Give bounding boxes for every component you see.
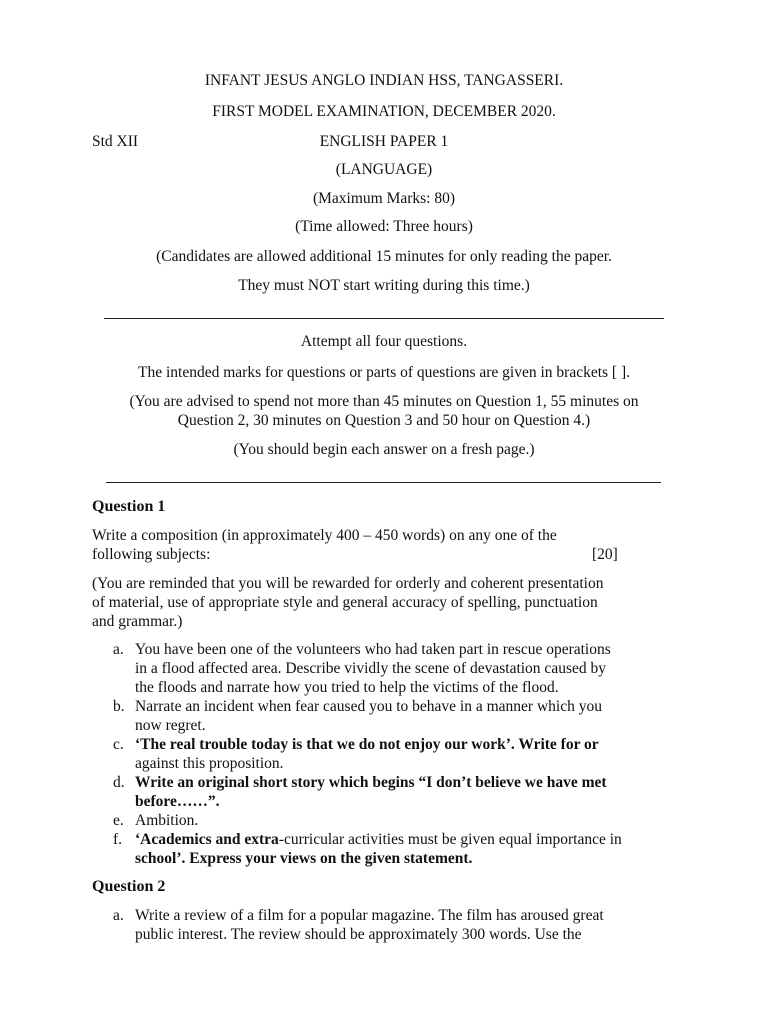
q1-item-b-label: b.: [113, 698, 125, 715]
divider-top: [104, 318, 664, 319]
q2-item-a-line-2: public interest. The review should be approximately 300 words. Use the: [135, 926, 582, 943]
standard-label: Std XII: [92, 133, 139, 150]
q2-item-a-line-1: Write a review of a film for a popular magazine. The film has aroused great: [135, 907, 604, 924]
q1-item-f-line-2: school’. Express your views on the given statement.: [135, 850, 473, 867]
attempt-instruction: Attempt all four questions.: [300, 333, 468, 350]
reading-note-line-2: They must NOT start writing during this time.): [238, 277, 530, 294]
q1-item-d-line-1: Write an original short story which begins “I don’t believe we have met: [135, 774, 607, 791]
q1-intro-line-1: Write a composition (in approximately 400 – 450 words) on any one of the: [92, 527, 557, 544]
divider-bottom: [106, 482, 661, 483]
exam-title: FIRST MODEL EXAMINATION, DECEMBER 2020.: [212, 103, 556, 120]
q1-item-a-line-1: You have been one of the volunteers who had taken part in rescue operations: [135, 641, 611, 658]
q1-item-a-label: a.: [113, 641, 124, 658]
q1-item-e-line-1: Ambition.: [135, 812, 199, 829]
q1-item-a-line-2: in a flood affected area. Describe vividly the scene of devastation caused by: [135, 660, 606, 677]
time-advice-line-1: (You are advised to spend not more than 45 minutes on Question 1, 55 minutes on: [129, 393, 639, 410]
question-2-heading: Question 2: [92, 878, 166, 895]
q1-note-line-1: (You are reminded that you will be rewarded for orderly and coherent presentation: [92, 575, 604, 592]
fresh-page-instruction: (You should begin each answer on a fresh page.): [233, 441, 535, 458]
marks-instruction: The intended marks for questions or parts of questions are given in brackets [ ].: [138, 364, 630, 381]
q1-item-c-line-2: against this proposition.: [135, 755, 284, 772]
time-advice-line-2: Question 2, 30 minutes on Question 3 and 50 hour on Question 4.): [177, 412, 591, 429]
q1-item-b-line-1: Narrate an incident when fear caused you to behave in a manner which you: [135, 698, 602, 715]
q1-item-e-label: e.: [113, 812, 124, 829]
q1-note-line-3: and grammar.): [92, 613, 183, 630]
q1-item-f-line-1: [135, 831, 622, 849]
q1-item-f-bold-part: ‘Academics and extra: [135, 831, 279, 848]
school-name: INFANT JESUS ANGLO INDIAN HSS, TANGASSERI.: [204, 72, 564, 89]
subject-title: (LANGUAGE): [335, 161, 433, 178]
q1-item-f-label: f.: [113, 831, 123, 848]
q1-intro-line-2: following subjects:: [92, 546, 211, 563]
q1-note-line-2: of material, use of appropriate style and general accuracy of spelling, punctuation: [92, 594, 598, 611]
q1-item-c-line-1: ‘The real trouble today is that we do not enjoy our work’. Write for or: [135, 736, 599, 753]
max-marks: (Maximum Marks: 80): [312, 190, 456, 207]
q1-item-b-line-2: now regret.: [135, 717, 206, 734]
time-allowed: (Time allowed: Three hours): [295, 218, 473, 235]
q1-item-f-plain-part: -curricular activities must be given equal importance in: [278, 831, 622, 848]
q1-item-a-line-3: the floods and narrate how you tried to help the victims of the flood.: [135, 679, 559, 696]
q1-marks: [20]: [592, 546, 618, 563]
question-1-heading: Question 1: [92, 498, 166, 515]
reading-note-line-1: (Candidates are allowed additional 15 minutes for only reading the paper.: [156, 248, 612, 265]
q2-item-a-label: a.: [113, 907, 124, 924]
paper-title: ENGLISH PAPER 1: [319, 133, 449, 150]
q1-item-d-label: d.: [113, 774, 125, 791]
q1-item-c-label: c.: [113, 736, 124, 753]
q1-item-d-line-2: before……”.: [135, 793, 220, 810]
